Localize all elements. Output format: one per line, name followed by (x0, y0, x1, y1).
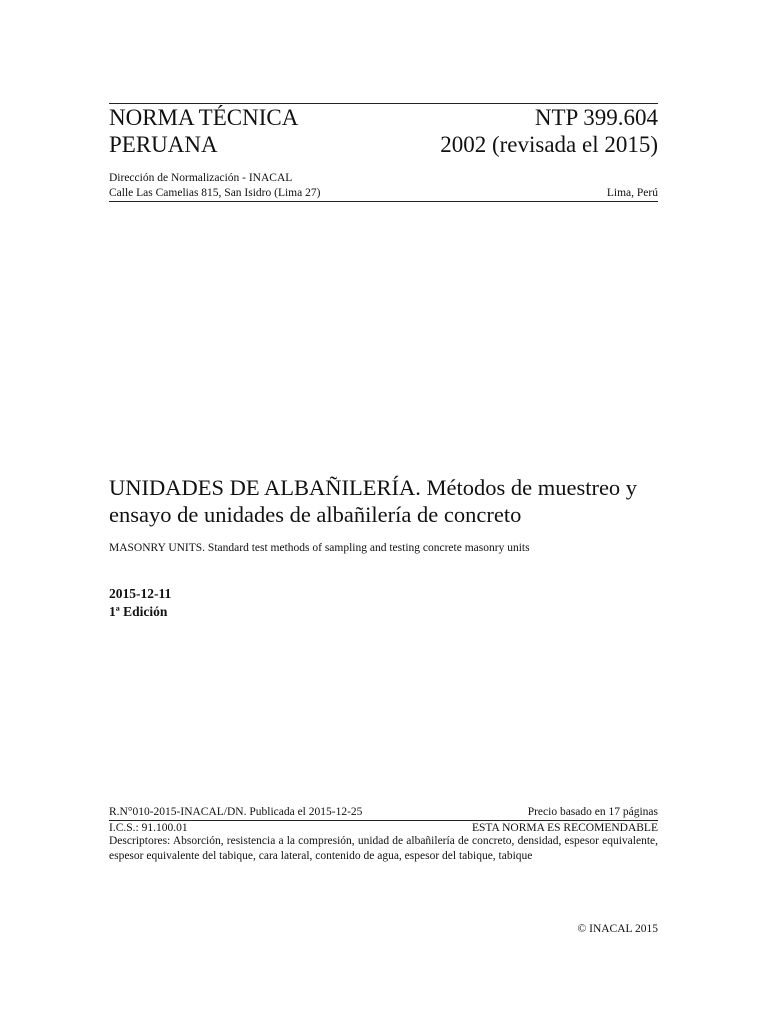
organization-place: Lima, Perú (606, 187, 658, 199)
standard-type-line2: PERUANA (109, 132, 218, 157)
standard-number-heading (440, 104, 658, 158)
standard-revision: 2002 (revisada el 2015) (440, 132, 658, 157)
organization-block (109, 171, 320, 201)
document-date: 2015-12-11 (109, 586, 172, 601)
footer-row-resolution (109, 805, 658, 819)
document-subtitle-english: MASONRY UNITS. Standard test methods of sampling and testing concrete masonry units (109, 542, 530, 554)
ics-code: I.C.S.: 91.100.01 (109, 822, 188, 834)
standard-type-heading (109, 104, 298, 158)
header-bottom-rule (109, 201, 658, 202)
document-title: UNIDADES DE ALBAÑILERÍA. Métodos de muestreo y ensayo de unidades de albañilería de concreto (109, 475, 638, 527)
recommendation-text: ESTA NORMA ES RECOMENDABLE (472, 822, 658, 834)
organization-name: Dirección de Normalización - INACAL (109, 172, 293, 184)
standard-number: NTP 399.604 (534, 105, 658, 130)
descriptors-text: Descriptores: Absorción, resistencia a la compresión, unidad de albañilería de concreto, densidad, espesor equivalente, espesor equivalente del tabique, cara lateral, contenido de agua, espesor del tabique, tabique (109, 835, 658, 862)
organization-address: Calle Las Camelias 815, San Isidro (Lima 27) (109, 187, 321, 199)
footer-row-ics (109, 821, 658, 835)
copyright-notice: © INACAL 2015 (577, 923, 658, 935)
document-edition: 1ª Edición (109, 604, 168, 619)
resolution-text: R.N°010-2015-INACAL/DN. Publicada el 2015-12-25 (109, 806, 363, 818)
standard-type-line1: NORMA TÉCNICA (109, 105, 299, 130)
price-text: Precio basado en 17 páginas (527, 806, 658, 818)
